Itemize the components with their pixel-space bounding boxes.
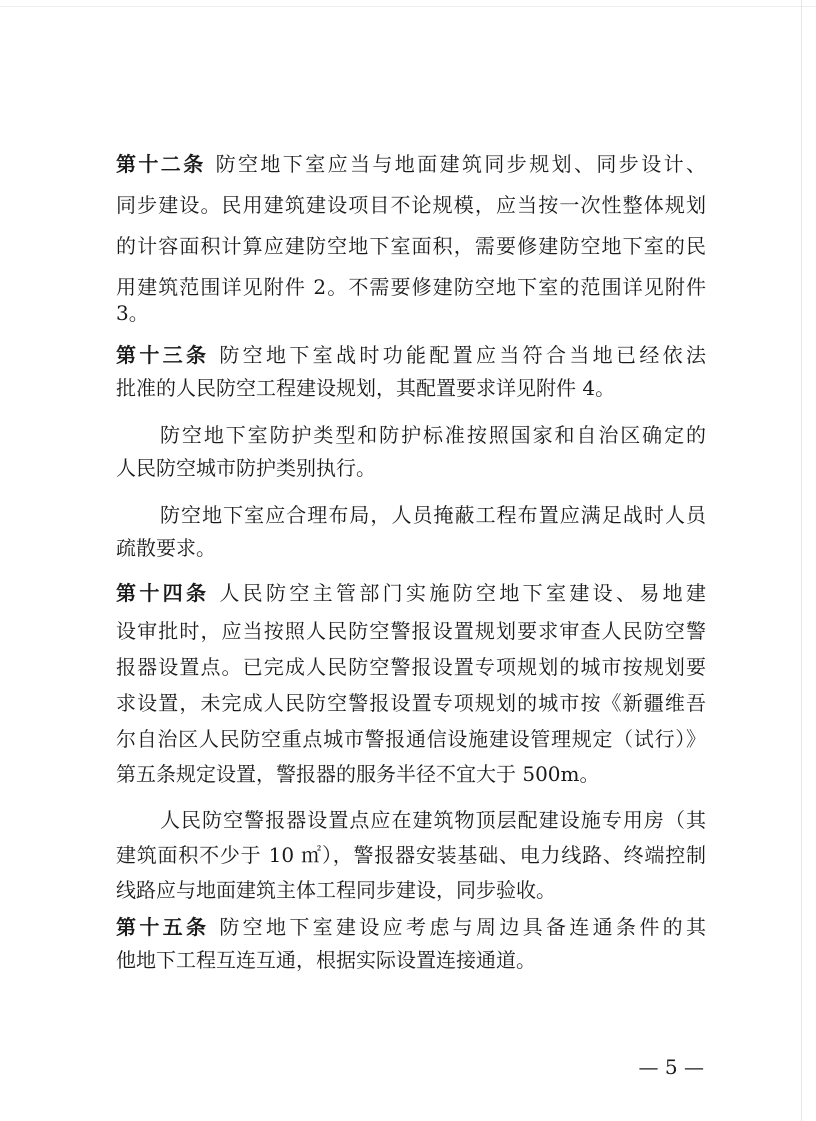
article-14-line-4: 求设置，未完成人民防空警报设置专项规划的城市按《新疆维吾: [116, 691, 706, 715]
alarm-para-line-1: 人民防空警报器设置点应在建筑物顶层配建设施专用房（其: [160, 808, 706, 832]
article-12-line-5: 3。: [116, 301, 149, 325]
layout-para-line-2: 疏散要求。: [116, 536, 216, 560]
article-14-line-5: 尔自治区人民防空重点城市警报通信设施建设管理规定（试行）》: [116, 727, 706, 751]
article-13-heading: 第十三条: [116, 343, 210, 367]
article-15-heading: 第十五条: [116, 915, 210, 939]
article-15-line-1: 第十五条 防空地下室建设应考虑与周边具备连通条件的其: [116, 915, 706, 939]
article-12-line-1: 第十二条 防空地下室应当与地面建筑同步规划、同步设计、: [116, 152, 706, 176]
article-14-line-1: 第十四条 人民防空主管部门实施防空地下室建设、易地建: [116, 581, 706, 605]
page-number: — 5 —: [638, 1055, 704, 1079]
article-14-line-6: 第五条规定设置，警报器的服务半径不宜大于 500m。: [116, 762, 600, 786]
alarm-para-line-2: 建筑面积不少于 10 ㎡），警报器安装基础、电力线路、终端控制: [116, 843, 706, 867]
article-12-line-2: 同步建设。民用建筑建设项目不论规模，应当按一次性整体规划: [116, 193, 706, 217]
article-12-line-3: 的计容面积计算应建防空地下室面积，需要修建防空地下室的民: [116, 234, 706, 258]
protection-para-line-2: 人民防空城市防护类别执行。: [116, 456, 376, 480]
article-14-line-2: 设审批时，应当按照人民防空警报设置规划要求审查人民防空警: [116, 619, 706, 643]
article-14-heading: 第十四条: [116, 581, 210, 605]
scan-edge-top: [0, 6, 816, 7]
article-12-heading: 第十二条: [116, 152, 206, 176]
article-13-line-2: 批准的人民防空工程建设规划，其配置要求详见附件 4。: [116, 376, 616, 400]
layout-para-line-1: 防空地下室应合理布局，人员掩蔽工程布置应满足战时人员: [160, 503, 706, 527]
article-15-line-2: 他地下工程互连互通，根据实际设置连接通道。: [116, 948, 536, 972]
scan-edge-right: [801, 0, 802, 1121]
article-12-line-4: 用建筑范围详见附件 2。不需要修建防空地下室的范围详见附件: [116, 275, 706, 299]
article-14-line-3: 报器设置点。已完成人民防空警报设置专项规划的城市按规划要: [116, 655, 706, 679]
alarm-para-line-3: 线路应与地面建筑主体工程同步建设，同步验收。: [116, 878, 556, 902]
article-13-line-1: 第十三条 防空地下室战时功能配置应当符合当地已经依法: [116, 343, 706, 367]
protection-para-line-1: 防空地下室防护类型和防护标准按照国家和自治区确定的: [160, 423, 706, 447]
